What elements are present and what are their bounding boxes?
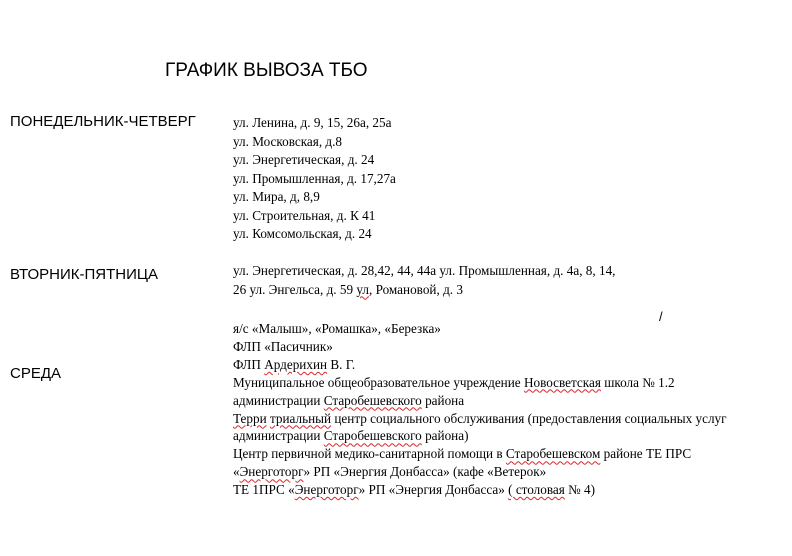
spellcheck-word: Старобешевского bbox=[323, 392, 422, 408]
address-list-tue-fri bbox=[233, 262, 615, 299]
list-item: ул. Мира, д, 8,9 bbox=[233, 189, 320, 204]
text-run: № 4) bbox=[564, 482, 595, 498]
spellcheck-word: Новосветская bbox=[523, 374, 601, 390]
list-item bbox=[233, 374, 727, 392]
text-run: района) bbox=[421, 428, 469, 444]
spellcheck-word: Терри bbox=[233, 410, 267, 426]
spellcheck-word: ул bbox=[356, 281, 369, 297]
list-item bbox=[233, 392, 727, 410]
spellcheck-word: Старобешевского bbox=[323, 428, 422, 444]
list-item: я/с «Малыш», «Ромашка», «Березка» bbox=[233, 321, 441, 336]
spellcheck-word: Энерготорг bbox=[239, 464, 304, 480]
text-run: центр социального обслуживания (предоставления социальных услуг bbox=[331, 410, 727, 426]
text-run: Центр первичной медико-санитарной помощи в bbox=[233, 446, 506, 462]
text-run: ТЕ 1ПРС « bbox=[233, 482, 295, 498]
address-list-mon-thu bbox=[233, 114, 396, 244]
address-list-wed bbox=[233, 320, 727, 499]
day-label-wed: СРЕДА bbox=[10, 365, 62, 382]
spellcheck-word: Ардерихин bbox=[264, 356, 328, 372]
list-item bbox=[233, 281, 615, 300]
text-run: » РП «Энергия Донбасса» bbox=[358, 482, 509, 498]
text-run: » РП «Энергия Донбасса» (кафе «Ветерок» bbox=[303, 464, 547, 480]
list-item bbox=[233, 410, 727, 428]
list-item: ул. Комсомольская, д. 24 bbox=[233, 226, 372, 241]
text-run: 26 ул. Энгельса, д. 59 bbox=[233, 281, 357, 297]
spellcheck-word: Энерготорг bbox=[294, 482, 359, 498]
list-item: ул. Строительная, д. К 41 bbox=[233, 207, 376, 223]
spellcheck-word: ( столовая bbox=[508, 482, 565, 498]
text-run: Муниципальное общеобразовательное учреждение bbox=[233, 374, 524, 390]
list-item: ул. Энергетическая, д. 28,42, 44, 44а ул. Промышленная, д. 4а, 8, 14, bbox=[233, 263, 616, 278]
list-item: ул. Ленина, д. 9, 15, 26а, 25а bbox=[233, 115, 392, 130]
day-label-mon-thu: ПОНЕДЕЛЬНИК-ЧЕТВЕРГ bbox=[10, 113, 196, 130]
list-item bbox=[233, 481, 727, 499]
list-item bbox=[233, 463, 727, 481]
list-item: ФЛП «Пасичник» bbox=[233, 338, 333, 354]
text-run: района bbox=[421, 392, 465, 408]
text-run: администрации bbox=[233, 392, 324, 408]
text-run: районе ТЕ ПРС bbox=[600, 446, 692, 462]
text-run: администрации bbox=[233, 428, 324, 444]
list-item: ул. Московская, д.8 bbox=[233, 133, 343, 149]
list-item: ул. Промышленная, д. 17,27а bbox=[233, 170, 396, 186]
spellcheck-word: триальный bbox=[269, 410, 332, 426]
list-item: ул. Энергетическая, д. 24 bbox=[233, 152, 375, 167]
text-run: « bbox=[233, 464, 240, 480]
list-item bbox=[233, 356, 727, 374]
text-run: , Романовой, д. 3 bbox=[368, 281, 463, 297]
text-run: В. Г. bbox=[327, 356, 356, 372]
page-title: ГРАФИК ВЫВОЗА ТБО bbox=[165, 60, 368, 81]
day-label-tue-fri: ВТОРНИК-ПЯТНИЦА bbox=[10, 266, 159, 283]
list-item bbox=[233, 427, 727, 445]
list-item bbox=[233, 445, 727, 463]
spellcheck-word: Старобешевском bbox=[505, 446, 601, 462]
text-run: ФЛП bbox=[233, 356, 265, 372]
text-run: школа № 1.2 bbox=[600, 374, 675, 390]
stray-mark: / bbox=[659, 309, 663, 324]
